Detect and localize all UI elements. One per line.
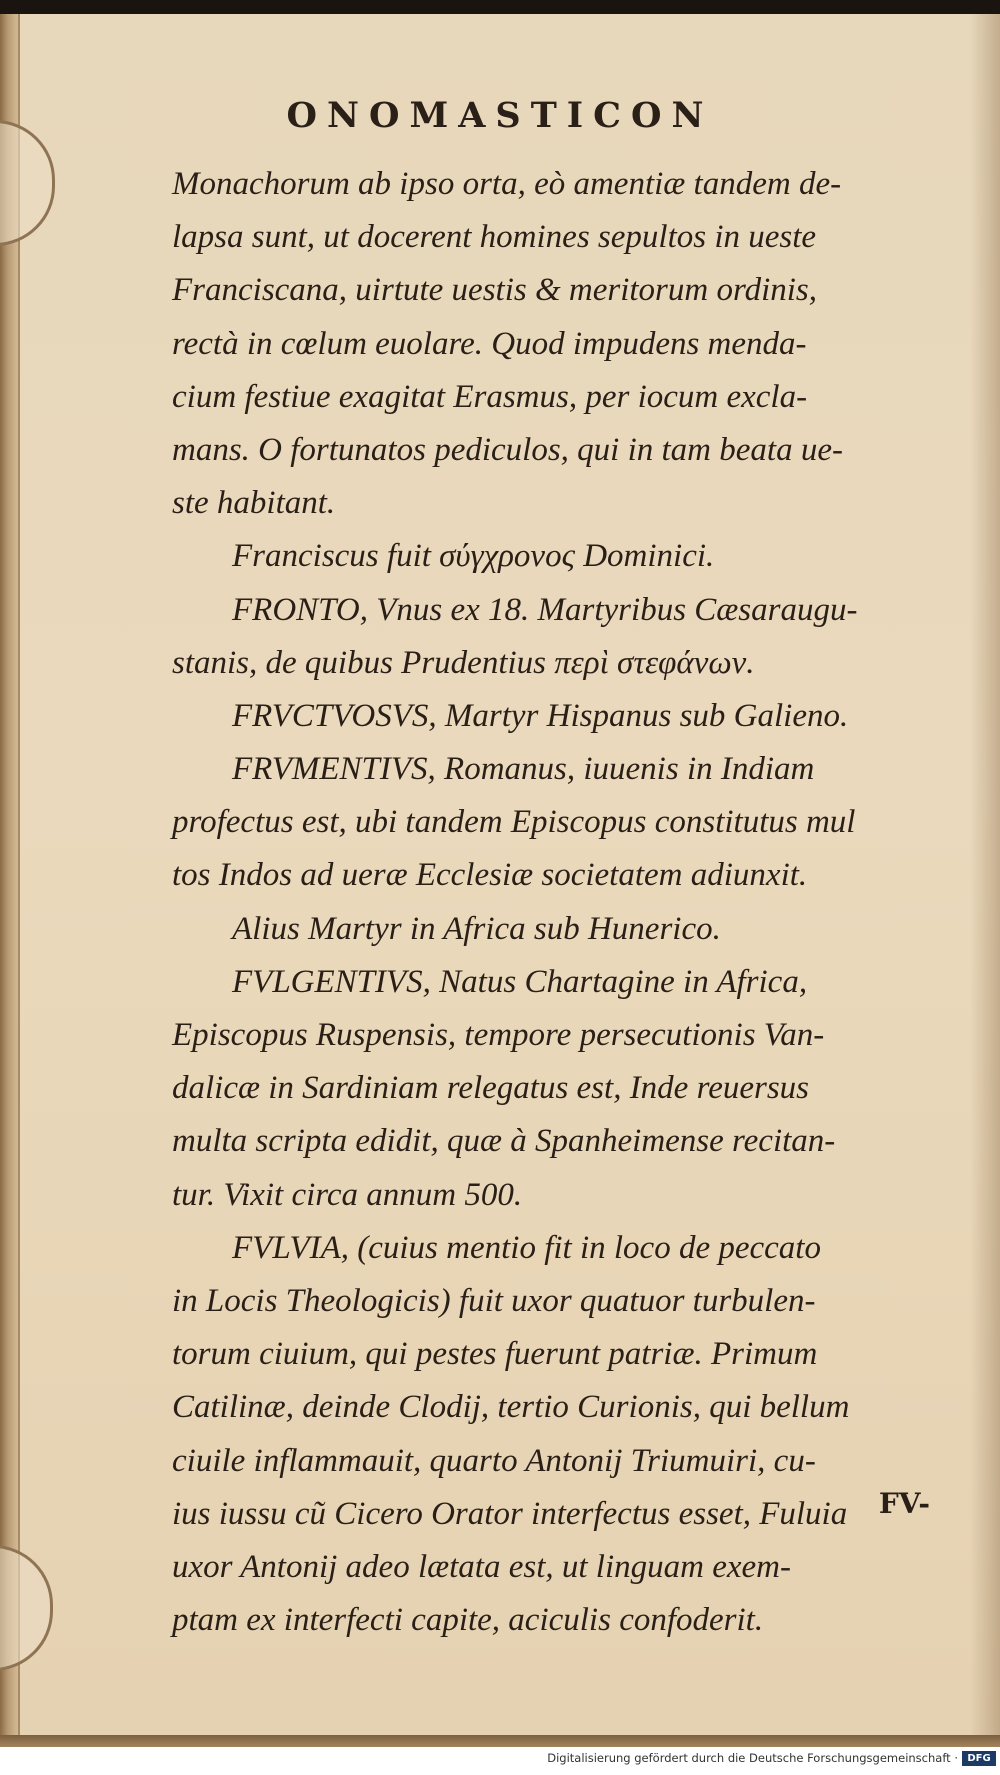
text-line: mans. O fortunatos pediculos, qui in tam beata ue- [172, 431, 843, 468]
text-line: torum ciuium, qui pestes fuerunt patriæ. Primum [172, 1336, 818, 1373]
entry-fulgentius: FVLGENTIVS, Natus Chartagine in Africa, [232, 963, 808, 1000]
body-text [172, 158, 942, 1647]
text-line: tur. Vixit circa annum 500. [172, 1176, 523, 1213]
text-line: cium festiue exagitat Erasmus, per iocum excla- [172, 378, 808, 415]
catchword: FV- [878, 1487, 930, 1520]
text-line: ptam ex interfecti capite, aciculis confoderit. [172, 1602, 764, 1639]
text-line: Monachorum ab ipso orta, eò amentiæ tandem de- [172, 166, 842, 202]
text-line: multa scripta edidit, quæ à Spanheimense recitan- [172, 1123, 836, 1160]
funding-note: Digitalisierung gefördert durch die Deutsche Forschungsgemeinschaft · [547, 1751, 958, 1765]
entry-fuluia: FVLVIA, (cuius mentio fit in loco de peccato [232, 1229, 821, 1266]
text-line: ius iussu cũ Cicero Orator interfectus esset, Fuluia [172, 1495, 848, 1532]
text-line: tos Indos ad ueræ Ecclesiæ societatem adiunxit. [172, 857, 808, 894]
text-line: lapsa sunt, ut docerent homines sepultos in ueste [172, 219, 817, 256]
text-line: Catilinæ, deinde Clodij, tertio Curionis, qui bellum [172, 1389, 850, 1426]
text-line: Episcopus Ruspensis, tempore persecutionis Van- [172, 1017, 825, 1053]
text-line: profectus est, ubi tandem Episcopus constitutus mul [172, 804, 856, 841]
entry-fronto: FRONTO, Vnus ex 18. Martyribus Cæsaraugu- [232, 591, 858, 628]
dfg-logo: DFG [962, 1751, 996, 1766]
running-header: ONOMASTICON [286, 95, 714, 136]
digitization-footer [0, 1747, 1000, 1775]
scan-top-edge [0, 0, 1000, 14]
text-line: stanis, de quibus Prudentius περὶ στεφάνων. [172, 644, 755, 681]
text-line: rectà in cœlum euolare. Quod impudens menda- [172, 325, 807, 362]
text-line: Alius Martyr in Africa sub Hunerico. [232, 910, 721, 947]
text-line: ciuile inflammauit, quarto Antonij Triumuiri, cu- [172, 1442, 816, 1479]
book-bottom-edge [0, 1735, 1000, 1747]
text-line: ste habitant. [172, 485, 336, 522]
text-line: uxor Antonij adeo lætata est, ut linguam exem- [172, 1548, 791, 1585]
text-line: Franciscus fuit σύγχρονος Dominici. [232, 538, 715, 575]
entry-fructuosus: FRVCTVOSVS, Martyr Hispanus sub Galieno. [232, 697, 849, 734]
text-line: Franciscana, uirtute uestis & meritorum ordinis, [172, 272, 818, 309]
text-line: dalicæ in Sardiniam relegatus est, Inde reuersus [172, 1070, 810, 1107]
text-line: in Locis Theologicis) fuit uxor quatuor turbulen- [172, 1282, 816, 1319]
entry-frumentius: FRVMENTIVS, Romanus, iuuenis in Indiam [232, 751, 815, 788]
